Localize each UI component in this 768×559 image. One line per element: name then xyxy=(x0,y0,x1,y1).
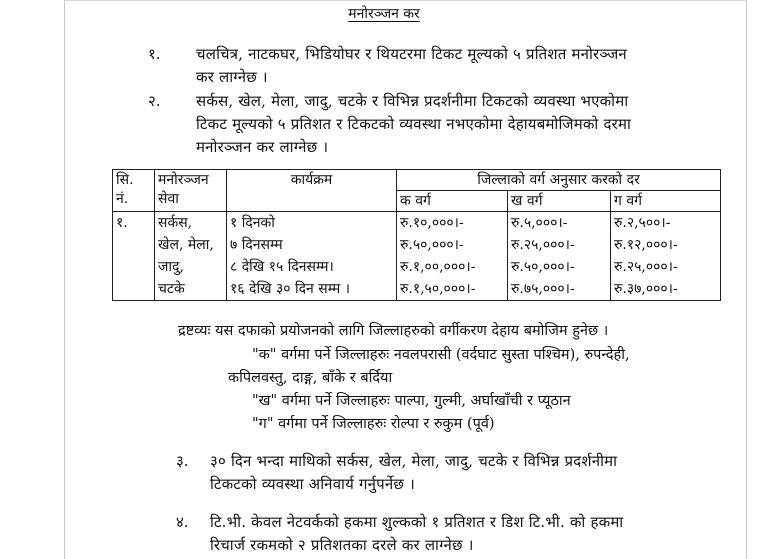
item-text-line: कर लाग्नेछ । xyxy=(196,68,268,86)
header-class-ga: ग वर्ग xyxy=(611,191,721,212)
item-text-line: ३० दिन भन्दा माथिको सर्कस, खेल, मेला, जादु, चटके र विभिन्न प्रदर्शनीमा xyxy=(210,452,618,470)
header-class-kha: ख वर्ग xyxy=(508,191,611,212)
header-rate-group: जिल्लाको वर्ग अनुसार करको दर xyxy=(397,170,721,191)
row-rate-ga: रु.२,५००।- रु.१२,०००।- रु.२५,०००।- रु.३७,०००।- xyxy=(611,212,721,301)
item-number: २. xyxy=(148,92,161,110)
item-text-line: मनोरञ्जन कर लाग्नेछ । xyxy=(196,138,329,156)
row-service: सर्कस, खेल, मेला, जादु, चटके xyxy=(155,212,227,301)
item-text-line: चलचित्र, नाटकघर, भिडियोघर र थियटरमा टिकट मूल्यको ५ प्रतिशत मनोरञ्जन xyxy=(196,45,627,63)
item-text-line: टिकटको व्यवस्था अनिवार्य गर्नुपर्नेछ । xyxy=(210,475,415,493)
item-text-line: रिचार्ज रकमको २ प्रतिशतका दरले कर लाग्नेछ । xyxy=(210,536,474,554)
row-rate-kha: रु.५,०००।- रु.२५,०००।- रु.५०,०००।- रु.७५,०००।- xyxy=(508,212,611,301)
tax-rate-table xyxy=(112,169,721,301)
item-number: ४. xyxy=(176,513,189,531)
page-border-right xyxy=(746,0,747,559)
header-class-ka: क वर्ग xyxy=(397,191,508,212)
note-line: कपिलवस्तु, दाङ्ग, बाँके र बर्दिया xyxy=(228,370,393,386)
row-rate-ka: रु.१०,०००।- रु.५०,०००।- रु.१,००,०००।- रु.१,५०,०००।- xyxy=(397,212,508,301)
item-text-line: टिकट मूल्यको ५ प्रतिशत र टिकटको व्यवस्था नभएकोमा देहायबमोजिमको दरमा xyxy=(196,115,632,133)
page-border-left xyxy=(64,0,65,559)
note-line: "ख" वर्गमा पर्ने जिल्लाहरुः पाल्पा, गुल्मी, अर्घाखाँची र प्यूठान xyxy=(252,393,571,409)
item-number: १. xyxy=(148,45,161,63)
row-program: १ दिनको ७ दिनसम्म ८ देखि १५ दिनसम्म। १६ देखि ३० दिन सम्म । xyxy=(227,212,397,301)
header-service: मनोरञ्जन सेवा xyxy=(155,170,227,212)
note-line: "ग" वर्गमा पर्ने जिल्लाहरुः रोल्पा र रुकुम (पूर्व) xyxy=(252,416,495,432)
section-title: मनोरञ्जन कर xyxy=(348,6,420,22)
item-number: ३. xyxy=(176,452,189,470)
page-border-top xyxy=(64,0,747,1)
header-program: कार्यक्रम xyxy=(227,170,397,212)
header-serial: सि. नं. xyxy=(113,170,155,212)
item-text-line: टि.भी. केवल नेटवर्कको हकमा शुल्कको १ प्रतिशत र डिश टि.भी. को हकमा xyxy=(210,513,624,531)
table-row xyxy=(113,212,721,301)
row-serial: १. xyxy=(113,212,155,301)
note-lead: द्रष्टव्यः यस दफाको प्रयोजनको लागि जिल्लाहरुको वर्गीकरण देहाय बमोजिम हुनेछ । xyxy=(178,323,609,339)
item-text-line: सर्कस, खेल, मेला, जादु, चटके र विभिन्न प्रदर्शनीमा टिकटको व्यवस्था भएकोमा xyxy=(196,92,629,110)
note-line: "क" वर्गमा पर्ने जिल्लाहरुः नवलपरासी (वर्दघाट सुस्ता पश्चिम), रुपन्देही, xyxy=(252,347,630,363)
